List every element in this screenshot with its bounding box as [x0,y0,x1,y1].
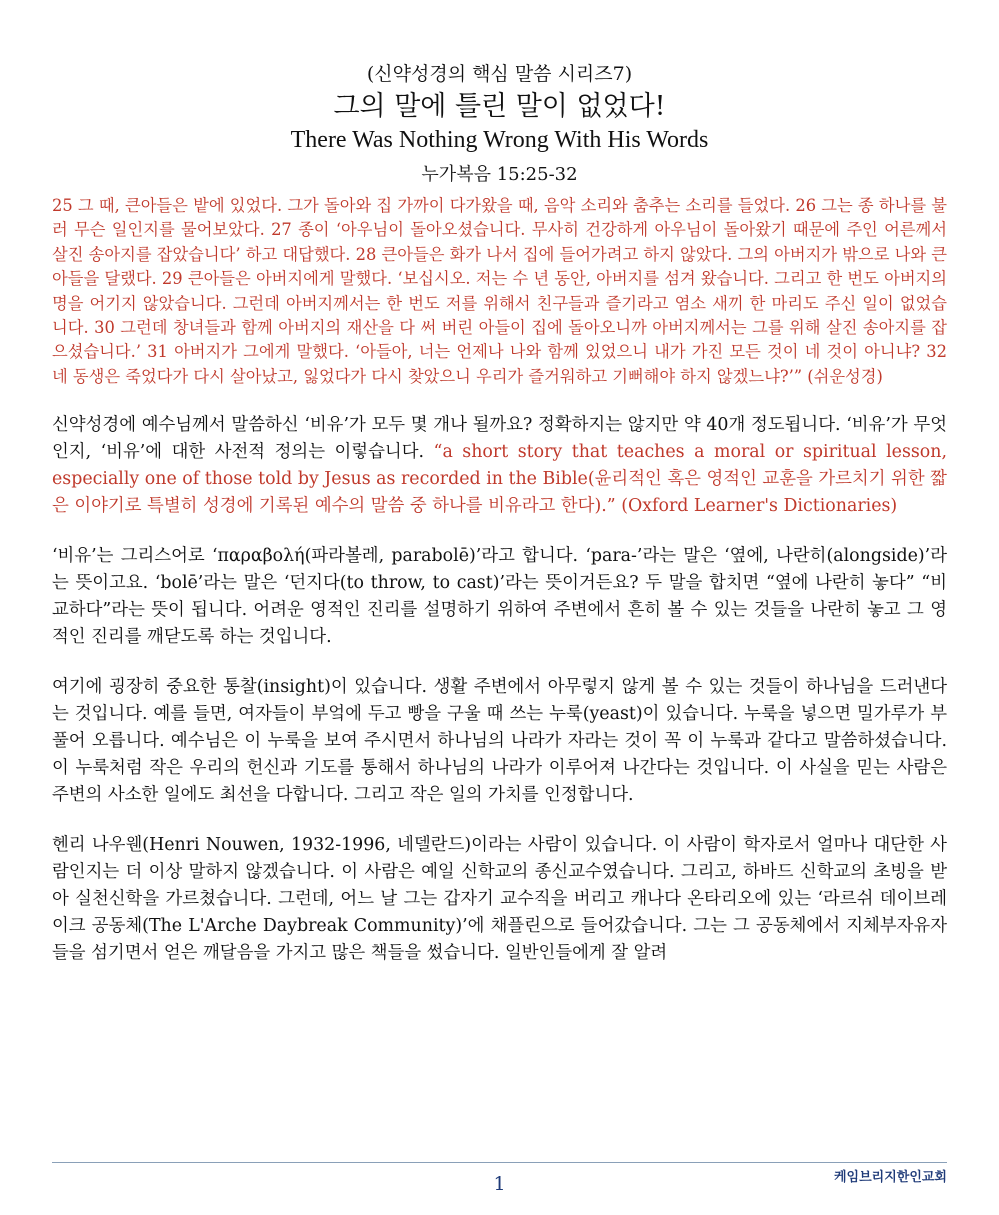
paragraph-henri-nouwen: 헨리 나우웬(Henri Nouwen, 1932-1996, 네델란드)이라는 사람이 있습니다. 이 사람이 학자로서 얼마나 대단한 사람인지는 더 이상 말하지 않겠습니다. 이 사람은 예일 신학교의 종신교수였습니다. 그리고, 하바드 신학교의 초빙을 받아 실천신학을 가르쳤습니다. 그런데, 어느 날 그는 갑자기 교수직을 버리고 캐나다 온타리오에 있는 ‘라르쉬 데이브레이크 공동체(The L'Arche Daybreak Community)’에 채플린으로 들어갔습니다. 그는 그 공동체에서 지체부자유자들을 섬기면서 얻은 깨달음을 가지고 많은 책들을 썼습니다. 일반인들에게 잘 알려 [52,835,947,964]
document-page [52,0,947,967]
footer-divider [52,1162,947,1163]
sermon-title-english: There Was Nothing Wrong With His Words [290,127,709,153]
scripture-passage: 25 그 때, 큰아들은 밭에 있었다. 그가 돌아와 집 가까이 다가왔을 때, 음악 소리와 춤추는 소리를 들었다. 26 그는 종 하나를 불러 무슨 일인지를 물어보았다. 27 종이 ‘아우님이 돌아오셨습니다. 무사히 건강하게 아우님이 돌아왔기 때문에 주인 어른께서 살진 송아지를 잡았습니다’ 하고 대답했다. 28 큰아들은 화가 나서 집에 들어가려고 하지 않았다. 그의 아버지가 밖으로 나와 큰아들을 달랬다. 29 큰아들은 아버지에게 말했다. ‘보십시오. 저는 수 년 동안, 아버지를 섬겨 왔습니다. 그리고 한 번도 아버지의 명을 어기지 않았습니다. 그런데 아버지께서는 한 번도 저를 위해서 친구들과 즐기라고 염소 새끼 한 마리도 주신 일이 없었습니다. 30 그런데 창녀들과 함께 아버지의 재산을 다 써 버린 아들이 집에 돌아오니까 아버지께서는 그를 위해 살진 송아지를 잡으셨습니다.’ 31 아버지가 그에게 말했다. ‘아들아, 너는 언제나 나와 함께 있었으니 내가 가진 모든 것이 네 것이 아니냐? 32 네 동생은 죽었다가 다시 살아났고, 잃었다가 다시 찾았으니 우리가 즐거워하고 기뻐해야 하지 않겠느냐?’” (쉬운성경) [52,196,947,386]
paragraph-parable-etymology: ‘비유’는 그리스어로 ‘παραβολή(파라볼레, parabolē)’라고 합니다. ‘para-’라는 말은 ‘옆에, 나란히(alongside)’라는 뜻이고요. ‘bolē’라는 말은 ‘던지다(to throw, to cast)’라는 뜻이거든요? 두 말을 합치면 “옆에 나란히 놓다” “비교하다”라는 뜻이 됩니다. 어려운 영적인 진리를 설명하기 위하여 주변에서 흔히 볼 수 있는 것들을 나란히 놓고 그 영적인 진리를 깨닫도록 하는 것입니다. [52,546,947,648]
scripture-reference: 누가복음 15:25-32 [421,164,578,185]
church-name: 케임브리지한인교회 [833,1170,947,1185]
dictionary-source: (Oxford Learner's Dictionaries) [615,496,898,517]
dictionary-quote: “a short story that teaches a moral or spiritual lesson, especially one of those told by Jesus as recorded in the Bible(윤리적인 혹은 영적인 교훈을 가르치기 위한 짧은 이야기로 특별히 성경에 기록된 예수의 말씀 중 하나를 비유라고 한다).” [52,442,947,517]
paragraph-parable-count [52,412,947,520]
paragraph-insight: 여기에 굉장히 중요한 통찰(insight)이 있습니다. 생활 주변에서 아무렇지 않게 볼 수 있는 것들이 하나님을 드러낸다는 것입니다. 예를 들면, 여자들이 부엌에 두고 빵을 구울 때 쓰는 누룩(yeast)이 있습니다. 누룩을 넣으면 밀가루가 부풀어 오릅니다. 예수님은 이 누룩을 보여 주시면서 하나님의 나라가 자라는 것이 꼭 이 누룩과 같다고 말씀하셨습니다. 이 누룩처럼 작은 우리의 헌신과 기도를 통해서 하나님의 나라가 이루어져 나간다는 것입니다. 이 사실을 믿는 사람은 주변의 사소한 일에도 최선을 다합니다. 그리고 작은 일의 가치를 인정합니다. [52,677,947,806]
sermon-title-korean: 그의 말에 틀린 말이 없었다! [333,91,666,122]
page-number: 1 [493,1173,506,1195]
paragraph-text: 신약성경에 예수님께서 말씀하신 ‘비유’가 모두 몇 개나 될까요? 정확하지는 않지만 약 40개 정도됩니다. ‘비유’가 무엇인지, ‘비유’에 대한 사전적 정의는 이렇습니다. [52,415,947,463]
series-subtitle: (신약성경의 핵심 말씀 시리즈7) [366,63,633,85]
